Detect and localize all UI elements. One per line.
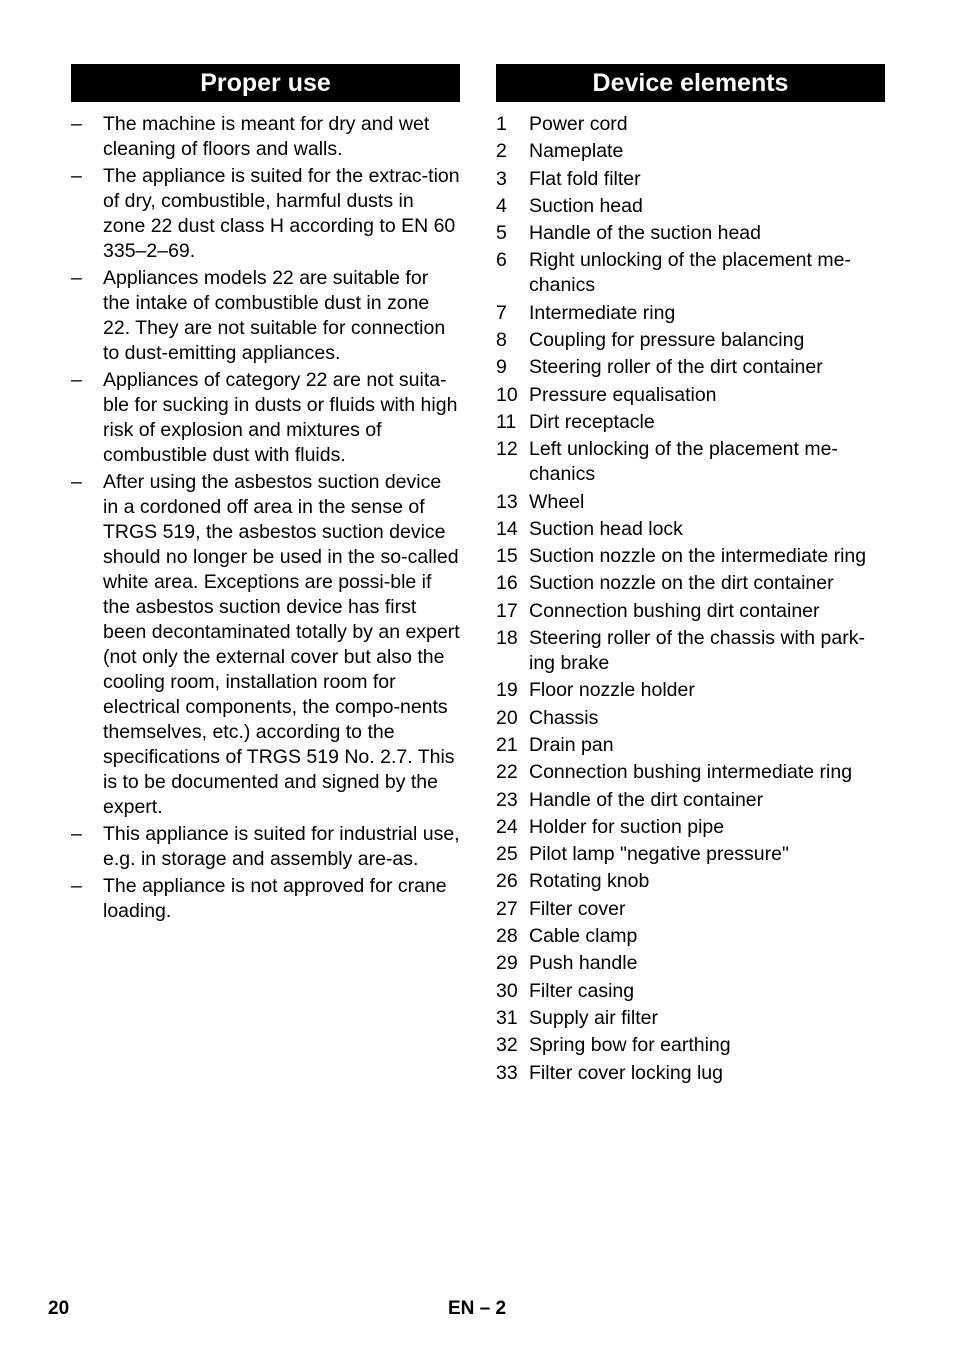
list-item — [496, 706, 885, 731]
item-label: Left unlocking of the placement me-chanics — [529, 438, 838, 486]
device-elements-section — [496, 64, 885, 1088]
list-item — [496, 842, 885, 867]
item-number: 24 — [496, 815, 518, 838]
list-item — [496, 760, 885, 785]
list-item — [71, 470, 460, 820]
list-item — [496, 815, 885, 840]
dash-bullet: – — [71, 823, 82, 845]
item-number: 19 — [496, 679, 518, 702]
item-number: 4 — [496, 194, 507, 217]
item-label: Suction nozzle on the intermediate ring — [529, 545, 867, 568]
item-number: 22 — [496, 761, 518, 784]
item-label: Connection bushing intermediate ring — [529, 761, 853, 784]
item-label: Power cord — [529, 113, 628, 135]
item-label: Suction head — [529, 194, 643, 217]
item-number: 32 — [496, 1034, 518, 1057]
list-item — [496, 301, 885, 326]
list-item-text: The machine is meant for dry and wet cleaning of floors and walls. — [103, 113, 430, 160]
item-label: Floor nozzle holder — [529, 679, 695, 702]
item-label: Rotating knob — [529, 870, 650, 893]
item-number: 1 — [496, 113, 507, 135]
dash-bullet: – — [71, 471, 82, 493]
item-label: Nameplate — [529, 140, 624, 163]
item-label: Suction head lock — [529, 517, 683, 540]
item-label: Dirt receptacle — [529, 410, 655, 433]
list-item — [496, 355, 885, 380]
item-number: 18 — [496, 627, 518, 650]
item-number: 23 — [496, 788, 518, 811]
list-item — [496, 1061, 885, 1086]
list-item — [496, 571, 885, 596]
device-elements-list — [496, 112, 885, 1086]
dash-bullet: – — [71, 267, 82, 289]
item-label: Chassis — [529, 706, 599, 729]
list-item — [496, 678, 885, 703]
list-item — [496, 221, 885, 246]
item-label: Cable clamp — [529, 925, 638, 948]
item-label: Spring bow for earthing — [529, 1034, 731, 1057]
item-number: 6 — [496, 249, 507, 272]
list-item — [496, 112, 885, 137]
page-label: EN – 2 — [448, 1298, 507, 1319]
item-number: 9 — [496, 356, 507, 379]
list-item — [71, 874, 460, 924]
list-item — [496, 897, 885, 922]
dash-bullet: – — [71, 113, 82, 135]
list-item — [71, 822, 460, 872]
item-number: 11 — [496, 410, 517, 433]
list-item — [496, 517, 885, 542]
item-label: Right unlocking of the placement me-chanics — [529, 249, 851, 297]
item-number: 13 — [496, 490, 518, 513]
item-number: 8 — [496, 329, 507, 352]
item-label: Steering roller of the dirt container — [529, 356, 823, 379]
item-label: Intermediate ring — [529, 301, 676, 324]
list-item — [71, 368, 460, 468]
list-item-text: Appliances models 22 are suitable for the intake of combustible dust in zone 22. They are not suitable for connection to dust-emitting appliances. — [103, 267, 446, 364]
item-label: Holder for suction pipe — [529, 815, 725, 838]
list-item — [496, 733, 885, 758]
item-number: 27 — [496, 897, 518, 920]
list-item — [71, 164, 460, 264]
item-label: Connection bushing dirt container — [529, 599, 820, 622]
item-number: 12 — [496, 438, 518, 461]
item-label: Handle of the suction head — [529, 222, 762, 245]
dash-bullet: – — [71, 369, 82, 391]
list-item — [496, 248, 885, 298]
list-item-text: This appliance is suited for industrial use, e.g. in storage and assembly are-as. — [103, 823, 460, 870]
item-number: 10 — [496, 383, 518, 406]
item-label: Steering roller of the chassis with park-ing brake — [529, 627, 865, 675]
item-number: 21 — [496, 733, 518, 756]
proper-use-section — [71, 64, 460, 926]
item-number: 5 — [496, 222, 507, 245]
item-number: 33 — [496, 1061, 518, 1084]
item-number: 15 — [496, 545, 518, 568]
list-item — [496, 979, 885, 1004]
item-label: Supply air filter — [529, 1006, 658, 1029]
dash-bullet: – — [71, 875, 82, 897]
list-item-text: Appliances of category 22 are not suita-ble for sucking in dusts or fluids with high risk of explosion and mixtures of combustible dust with fluids. — [103, 369, 458, 466]
item-label: Suction nozzle on the dirt container — [529, 572, 834, 595]
item-number: 3 — [496, 167, 507, 190]
list-item — [496, 490, 885, 515]
item-number: 2 — [496, 140, 507, 163]
item-label: Coupling for pressure balancing — [529, 329, 805, 352]
item-label: Filter casing — [529, 979, 635, 1002]
list-item-text: The appliance is suited for the extrac-tion of dry, combustible, harmful dusts in zone 22 dust class H according to EN 60 335–2–69. — [103, 165, 460, 262]
item-label: Push handle — [529, 952, 638, 975]
item-number: 26 — [496, 870, 518, 893]
item-label: Filter cover locking lug — [529, 1061, 723, 1084]
list-item — [496, 139, 885, 164]
list-item-text: The appliance is not approved for crane loading. — [103, 875, 447, 922]
list-item — [71, 112, 460, 162]
list-item — [496, 437, 885, 487]
list-item — [496, 410, 885, 435]
item-label: Filter cover — [529, 897, 626, 920]
list-item — [496, 194, 885, 219]
list-item — [496, 167, 885, 192]
item-label: Pilot lamp "negative pressure" — [529, 843, 789, 866]
list-item — [496, 626, 885, 676]
proper-use-list — [71, 112, 460, 924]
list-item — [496, 924, 885, 949]
dash-bullet: – — [71, 165, 82, 187]
item-number: 14 — [496, 517, 518, 540]
item-number: 30 — [496, 979, 518, 1002]
page-number: 20 — [48, 1298, 70, 1319]
list-item — [496, 788, 885, 813]
item-number: 28 — [496, 925, 518, 948]
list-item — [496, 1033, 885, 1058]
proper-use-heading: Proper use — [71, 64, 460, 102]
item-number: 31 — [496, 1006, 518, 1029]
item-number: 20 — [496, 706, 518, 729]
list-item — [496, 869, 885, 894]
item-label: Drain pan — [529, 733, 614, 756]
item-label: Pressure equalisation — [529, 383, 717, 406]
item-number: 7 — [496, 301, 507, 324]
list-item — [496, 544, 885, 569]
list-item — [496, 951, 885, 976]
list-item — [496, 1006, 885, 1031]
item-number: 29 — [496, 952, 518, 975]
item-label: Flat fold filter — [529, 167, 641, 190]
device-elements-heading: Device elements — [496, 64, 885, 102]
list-item — [496, 599, 885, 624]
list-item — [496, 328, 885, 353]
list-item — [496, 383, 885, 408]
item-number: 17 — [496, 599, 518, 622]
list-item — [71, 266, 460, 366]
item-number: 25 — [496, 843, 518, 866]
list-item-text: After using the asbestos suction device in a cordoned off area in the sense of TRGS 519, the asbestos suction device should no longer be used in the so-called white area. Exceptions are possi-ble if the asbestos suction device has first been decontaminated totally by an expert (not only the external cover but also the cooling room, installation room for electrical components, the compo-nents themselves, etc.) according to the specifications of TRGS 519 No. 2.7. This is to be documented and signed by the expert. — [103, 471, 460, 818]
item-label: Handle of the dirt container — [529, 788, 764, 811]
item-label: Wheel — [529, 490, 585, 513]
item-number: 16 — [496, 572, 518, 595]
